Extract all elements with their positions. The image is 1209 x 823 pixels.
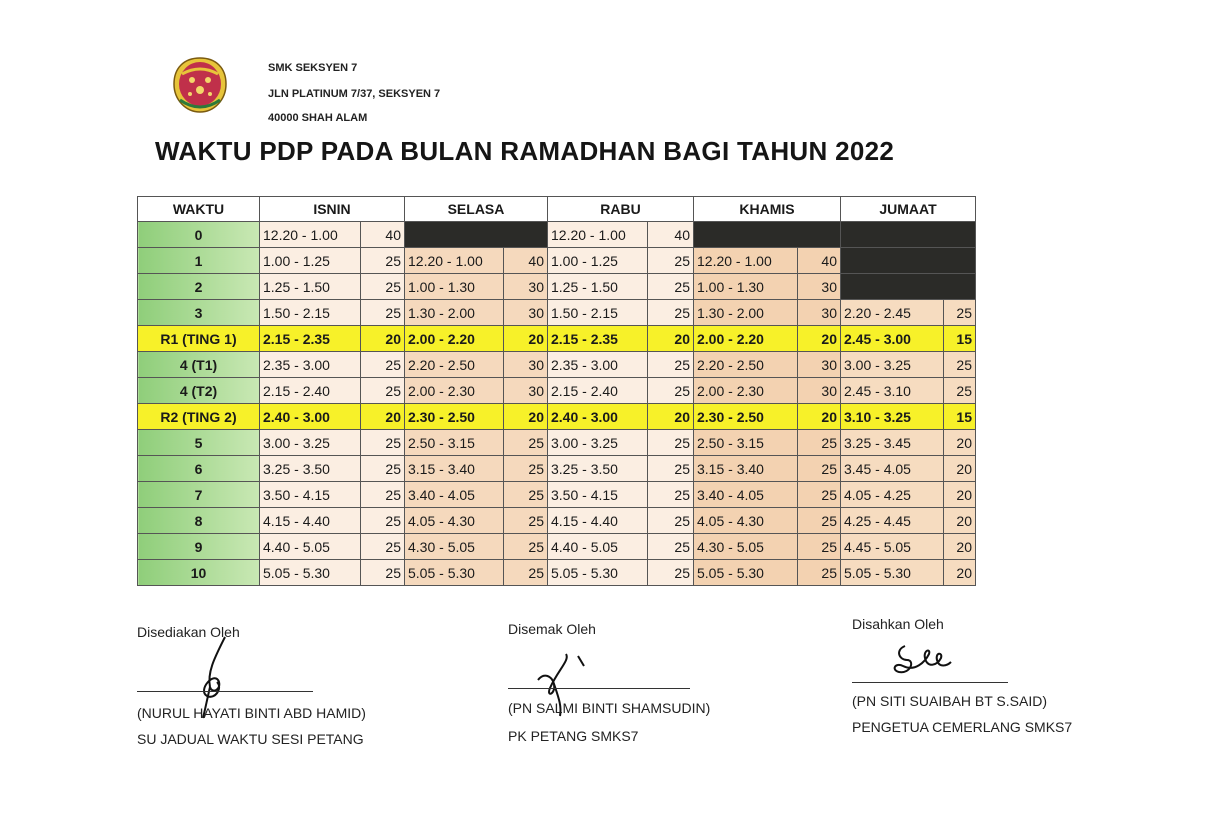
header-waktu: WAKTU <box>138 197 260 222</box>
duration-cell: 25 <box>944 378 976 404</box>
table-row <box>138 560 976 586</box>
time-range-cell: 2.30 - 2.50 <box>694 404 798 430</box>
duration-cell: 30 <box>504 300 548 326</box>
prepared-signature-line <box>137 691 313 692</box>
period-label: 7 <box>138 482 260 508</box>
table-row <box>138 326 976 352</box>
period-label: 0 <box>138 222 260 248</box>
duration-cell: 25 <box>648 456 694 482</box>
time-range-cell: 2.35 - 3.00 <box>548 352 648 378</box>
time-range-cell: 1.00 - 1.25 <box>548 248 648 274</box>
time-range-cell: 1.00 - 1.30 <box>694 274 798 300</box>
time-range-cell: 3.15 - 3.40 <box>405 456 504 482</box>
time-range-cell: 5.05 - 5.30 <box>405 560 504 586</box>
time-range-cell: 1.00 - 1.30 <box>405 274 504 300</box>
time-range-cell: 1.25 - 1.50 <box>548 274 648 300</box>
time-range-cell: 3.25 - 3.45 <box>841 430 944 456</box>
duration-cell: 25 <box>648 508 694 534</box>
duration-cell: 25 <box>361 248 405 274</box>
table-row <box>138 352 976 378</box>
school-crest-icon <box>172 56 228 114</box>
duration-cell: 20 <box>798 404 841 430</box>
time-range-cell: 5.05 - 5.30 <box>548 560 648 586</box>
time-range-cell: 3.15 - 3.40 <box>694 456 798 482</box>
duration-cell: 25 <box>361 508 405 534</box>
time-range-cell: 3.45 - 4.05 <box>841 456 944 482</box>
blocked-cell <box>694 222 841 248</box>
time-range-cell: 2.20 - 2.45 <box>841 300 944 326</box>
period-label: 4 (T2) <box>138 378 260 404</box>
reviewed-by-role: PK PETANG SMKS7 <box>508 728 639 744</box>
table-row <box>138 482 976 508</box>
duration-cell: 20 <box>361 404 405 430</box>
time-range-cell: 2.00 - 2.20 <box>694 326 798 352</box>
time-range-cell: 4.40 - 5.05 <box>260 534 361 560</box>
time-range-cell: 4.15 - 4.40 <box>260 508 361 534</box>
duration-cell: 25 <box>504 508 548 534</box>
period-label: 10 <box>138 560 260 586</box>
timetable <box>137 196 976 586</box>
duration-cell: 25 <box>361 534 405 560</box>
header-day: KHAMIS <box>694 197 841 222</box>
time-range-cell: 5.05 - 5.30 <box>694 560 798 586</box>
duration-cell: 25 <box>361 456 405 482</box>
period-label: 8 <box>138 508 260 534</box>
header-day: RABU <box>548 197 694 222</box>
period-label: 9 <box>138 534 260 560</box>
duration-cell: 25 <box>798 534 841 560</box>
time-range-cell: 3.40 - 4.05 <box>405 482 504 508</box>
table-row <box>138 378 976 404</box>
time-range-cell: 3.00 - 3.25 <box>841 352 944 378</box>
time-range-cell: 2.50 - 3.15 <box>694 430 798 456</box>
approved-signature-line <box>852 682 1008 683</box>
time-range-cell: 4.05 - 4.30 <box>405 508 504 534</box>
reviewed-by-label: Disemak Oleh <box>508 621 596 637</box>
duration-cell: 25 <box>648 482 694 508</box>
duration-cell: 25 <box>504 534 548 560</box>
duration-cell: 25 <box>648 274 694 300</box>
duration-cell: 25 <box>504 560 548 586</box>
time-range-cell: 3.50 - 4.15 <box>260 482 361 508</box>
table-row <box>138 430 976 456</box>
time-range-cell: 4.45 - 5.05 <box>841 534 944 560</box>
time-range-cell: 3.25 - 3.50 <box>548 456 648 482</box>
period-label: R2 (TING 2) <box>138 404 260 430</box>
duration-cell: 30 <box>798 274 841 300</box>
time-range-cell: 4.15 - 4.40 <box>548 508 648 534</box>
time-range-cell: 4.30 - 5.05 <box>405 534 504 560</box>
time-range-cell: 12.20 - 1.00 <box>405 248 504 274</box>
time-range-cell: 2.00 - 2.30 <box>405 378 504 404</box>
prepared-by-label: Disediakan Oleh <box>137 624 240 640</box>
table-row <box>138 248 976 274</box>
duration-cell: 30 <box>798 352 841 378</box>
duration-cell: 20 <box>944 534 976 560</box>
time-range-cell: 2.45 - 3.00 <box>841 326 944 352</box>
time-range-cell: 1.30 - 2.00 <box>694 300 798 326</box>
blocked-cell <box>841 248 976 274</box>
duration-cell: 20 <box>504 404 548 430</box>
timetable-header-row <box>138 197 976 222</box>
duration-cell: 40 <box>361 222 405 248</box>
duration-cell: 25 <box>361 560 405 586</box>
duration-cell: 25 <box>361 430 405 456</box>
time-range-cell: 2.40 - 3.00 <box>260 404 361 430</box>
time-range-cell: 3.50 - 4.15 <box>548 482 648 508</box>
time-range-cell: 12.20 - 1.00 <box>548 222 648 248</box>
time-range-cell: 4.40 - 5.05 <box>548 534 648 560</box>
blocked-cell <box>405 222 548 248</box>
prepared-by-role: SU JADUAL WAKTU SESI PETANG <box>137 731 364 747</box>
duration-cell: 25 <box>648 300 694 326</box>
table-row <box>138 534 976 560</box>
duration-cell: 25 <box>648 352 694 378</box>
duration-cell: 25 <box>944 352 976 378</box>
table-row <box>138 404 976 430</box>
duration-cell: 20 <box>944 482 976 508</box>
period-label: 2 <box>138 274 260 300</box>
header-day: JUMAAT <box>841 197 976 222</box>
duration-cell: 20 <box>944 430 976 456</box>
duration-cell: 25 <box>648 534 694 560</box>
duration-cell: 30 <box>504 352 548 378</box>
duration-cell: 25 <box>798 430 841 456</box>
period-label: 1 <box>138 248 260 274</box>
time-range-cell: 3.00 - 3.25 <box>548 430 648 456</box>
time-range-cell: 1.30 - 2.00 <box>405 300 504 326</box>
duration-cell: 25 <box>798 482 841 508</box>
duration-cell: 25 <box>361 300 405 326</box>
time-range-cell: 12.20 - 1.00 <box>260 222 361 248</box>
duration-cell: 20 <box>504 326 548 352</box>
time-range-cell: 3.00 - 3.25 <box>260 430 361 456</box>
duration-cell: 25 <box>798 560 841 586</box>
table-row <box>138 508 976 534</box>
header-day: SELASA <box>405 197 548 222</box>
time-range-cell: 1.50 - 2.15 <box>548 300 648 326</box>
time-range-cell: 5.05 - 5.30 <box>260 560 361 586</box>
time-range-cell: 4.25 - 4.45 <box>841 508 944 534</box>
time-range-cell: 4.30 - 5.05 <box>694 534 798 560</box>
prepared-by-name: (NURUL HAYATI BINTI ABD HAMID) <box>137 705 366 721</box>
duration-cell: 20 <box>944 508 976 534</box>
period-label: 5 <box>138 430 260 456</box>
duration-cell: 15 <box>944 326 976 352</box>
approved-by-label: Disahkan Oleh <box>852 616 944 632</box>
reviewed-signature-line <box>508 688 690 689</box>
duration-cell: 25 <box>361 482 405 508</box>
time-range-cell: 2.30 - 2.50 <box>405 404 504 430</box>
duration-cell: 25 <box>504 430 548 456</box>
time-range-cell: 2.20 - 2.50 <box>694 352 798 378</box>
time-range-cell: 1.25 - 1.50 <box>260 274 361 300</box>
period-label: 4 (T1) <box>138 352 260 378</box>
time-range-cell: 2.40 - 3.00 <box>548 404 648 430</box>
school-address-line2: 40000 SHAH ALAM <box>268 112 368 124</box>
time-range-cell: 2.00 - 2.20 <box>405 326 504 352</box>
duration-cell: 15 <box>944 404 976 430</box>
time-range-cell: 2.20 - 2.50 <box>405 352 504 378</box>
school-address-line1: JLN PLATINUM 7/37, SEKSYEN 7 <box>268 88 441 100</box>
duration-cell: 25 <box>944 300 976 326</box>
period-label: 3 <box>138 300 260 326</box>
time-range-cell: 5.05 - 5.30 <box>841 560 944 586</box>
time-range-cell: 2.15 - 2.40 <box>548 378 648 404</box>
document-title: WAKTU PDP PADA BULAN RAMADHAN BAGI TAHUN 2022 <box>155 136 895 166</box>
duration-cell: 25 <box>648 430 694 456</box>
duration-cell: 25 <box>798 508 841 534</box>
approved-signature-icon <box>885 640 965 680</box>
duration-cell: 25 <box>648 248 694 274</box>
time-range-cell: 1.00 - 1.25 <box>260 248 361 274</box>
time-range-cell: 3.10 - 3.25 <box>841 404 944 430</box>
time-range-cell: 2.00 - 2.30 <box>694 378 798 404</box>
duration-cell: 25 <box>798 456 841 482</box>
table-row <box>138 222 976 248</box>
time-range-cell: 1.50 - 2.15 <box>260 300 361 326</box>
table-row <box>138 300 976 326</box>
time-range-cell: 2.15 - 2.35 <box>260 326 361 352</box>
table-row <box>138 456 976 482</box>
header-day: ISNIN <box>260 197 405 222</box>
duration-cell: 20 <box>361 326 405 352</box>
time-range-cell: 2.15 - 2.35 <box>548 326 648 352</box>
duration-cell: 20 <box>648 326 694 352</box>
table-row <box>138 274 976 300</box>
approved-by-name: (PN SITI SUAIBAH BT S.SAID) <box>852 693 1048 709</box>
blocked-cell <box>841 274 976 300</box>
duration-cell: 20 <box>798 326 841 352</box>
duration-cell: 30 <box>504 378 548 404</box>
blocked-cell <box>841 222 976 248</box>
time-range-cell: 4.05 - 4.25 <box>841 482 944 508</box>
time-range-cell: 3.40 - 4.05 <box>694 482 798 508</box>
duration-cell: 40 <box>648 222 694 248</box>
time-range-cell: 4.05 - 4.30 <box>694 508 798 534</box>
duration-cell: 25 <box>504 456 548 482</box>
time-range-cell: 2.15 - 2.40 <box>260 378 361 404</box>
time-range-cell: 2.50 - 3.15 <box>405 430 504 456</box>
time-range-cell: 12.20 - 1.00 <box>694 248 798 274</box>
duration-cell: 25 <box>648 560 694 586</box>
approved-by-role: PENGETUA CEMERLANG SMKS7 <box>852 719 1073 735</box>
duration-cell: 40 <box>798 248 841 274</box>
duration-cell: 30 <box>504 274 548 300</box>
duration-cell: 40 <box>504 248 548 274</box>
duration-cell: 25 <box>361 274 405 300</box>
duration-cell: 20 <box>944 560 976 586</box>
duration-cell: 25 <box>648 378 694 404</box>
school-name: SMK SEKSYEN 7 <box>268 62 358 74</box>
duration-cell: 20 <box>944 456 976 482</box>
time-range-cell: 3.25 - 3.50 <box>260 456 361 482</box>
time-range-cell: 2.45 - 3.10 <box>841 378 944 404</box>
time-range-cell: 2.35 - 3.00 <box>260 352 361 378</box>
duration-cell: 25 <box>504 482 548 508</box>
duration-cell: 25 <box>361 352 405 378</box>
duration-cell: 25 <box>361 378 405 404</box>
period-label: 6 <box>138 456 260 482</box>
reviewed-by-name: (PN SALMI BINTI SHAMSUDIN) <box>508 700 711 716</box>
period-label: R1 (TING 1) <box>138 326 260 352</box>
duration-cell: 20 <box>648 404 694 430</box>
duration-cell: 30 <box>798 300 841 326</box>
duration-cell: 30 <box>798 378 841 404</box>
